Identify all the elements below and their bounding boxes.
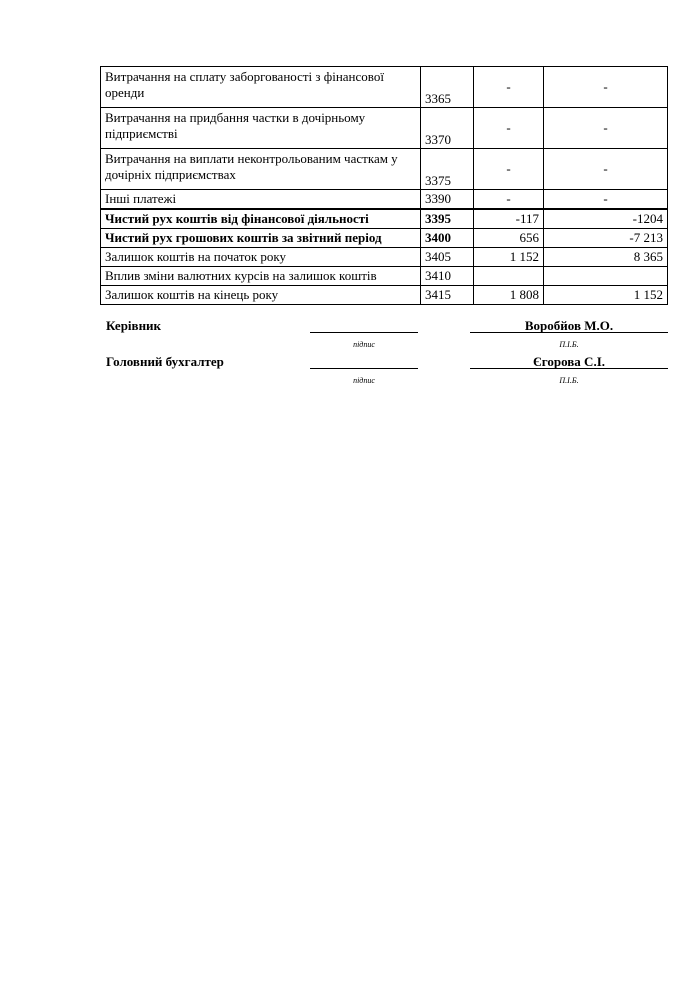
row-code: 3395 <box>421 209 474 229</box>
accountant-name: Єгорова С.І. <box>532 354 606 369</box>
director-name-caption: П.І.Б. <box>559 340 579 349</box>
row-code: 3400 <box>421 229 474 248</box>
row-name: Витрачання на придбання частки в дочірньому підприємстві <box>101 108 421 149</box>
accountant-title: Головний бухгалтер <box>106 354 224 369</box>
row-code: 3405 <box>421 248 474 267</box>
row-previous: - <box>544 108 668 149</box>
cash-flow-table <box>100 66 668 305</box>
row-code: 3415 <box>421 286 474 305</box>
table-row <box>101 190 668 210</box>
row-name: Інші платежі <box>101 190 421 210</box>
row-code: 3390 <box>421 190 474 210</box>
table-row <box>101 286 668 305</box>
row-name: Чистий рух коштів від фінансової діяльності <box>101 209 421 229</box>
row-current: 1 152 <box>474 248 544 267</box>
row-name: Залишок коштів на кінець року <box>101 286 421 305</box>
row-current: 1 808 <box>474 286 544 305</box>
row-name: Витрачання на сплату заборгованості з фінансової оренди <box>101 67 421 108</box>
row-previous: - <box>544 67 668 108</box>
table-row <box>101 248 668 267</box>
table-row <box>101 229 668 248</box>
director-name: Воробйов М.О. <box>524 318 614 333</box>
accountant-signature-caption: підпис <box>353 376 375 385</box>
row-name: Чистий рух грошових коштів за звітний період <box>101 229 421 248</box>
row-current: - <box>474 67 544 108</box>
table-row <box>101 67 668 108</box>
row-name: Залишок коштів на початок року <box>101 248 421 267</box>
row-previous: 8 365 <box>544 248 668 267</box>
row-current: -117 <box>474 209 544 229</box>
row-code: 3370 <box>421 108 474 149</box>
accountant-signature-line <box>310 368 418 369</box>
director-name-line <box>470 332 668 333</box>
row-previous: - <box>544 190 668 210</box>
table-row <box>101 149 668 190</box>
director-title: Керівник <box>106 318 162 333</box>
row-previous: -7 213 <box>544 229 668 248</box>
director-signature-line <box>310 332 418 333</box>
row-current <box>474 267 544 286</box>
row-current: - <box>474 108 544 149</box>
table-row <box>101 267 668 286</box>
row-current: - <box>474 190 544 210</box>
row-previous: - <box>544 149 668 190</box>
table-row <box>101 209 668 229</box>
table-row <box>101 108 668 149</box>
row-name: Витрачання на виплати неконтрольованим часткам у дочірніх підприємствах <box>101 149 421 190</box>
accountant-name-caption: П.І.Б. <box>559 376 579 385</box>
row-current: - <box>474 149 544 190</box>
row-current: 656 <box>474 229 544 248</box>
row-code: 3365 <box>421 67 474 108</box>
row-previous <box>544 267 668 286</box>
row-name: Вплив зміни валютних курсів на залишок коштів <box>101 267 421 286</box>
row-code: 3375 <box>421 149 474 190</box>
row-previous: -1204 <box>544 209 668 229</box>
row-code: 3410 <box>421 267 474 286</box>
director-signature-caption: підпис <box>353 340 375 349</box>
accountant-name-line <box>470 368 668 369</box>
row-previous: 1 152 <box>544 286 668 305</box>
